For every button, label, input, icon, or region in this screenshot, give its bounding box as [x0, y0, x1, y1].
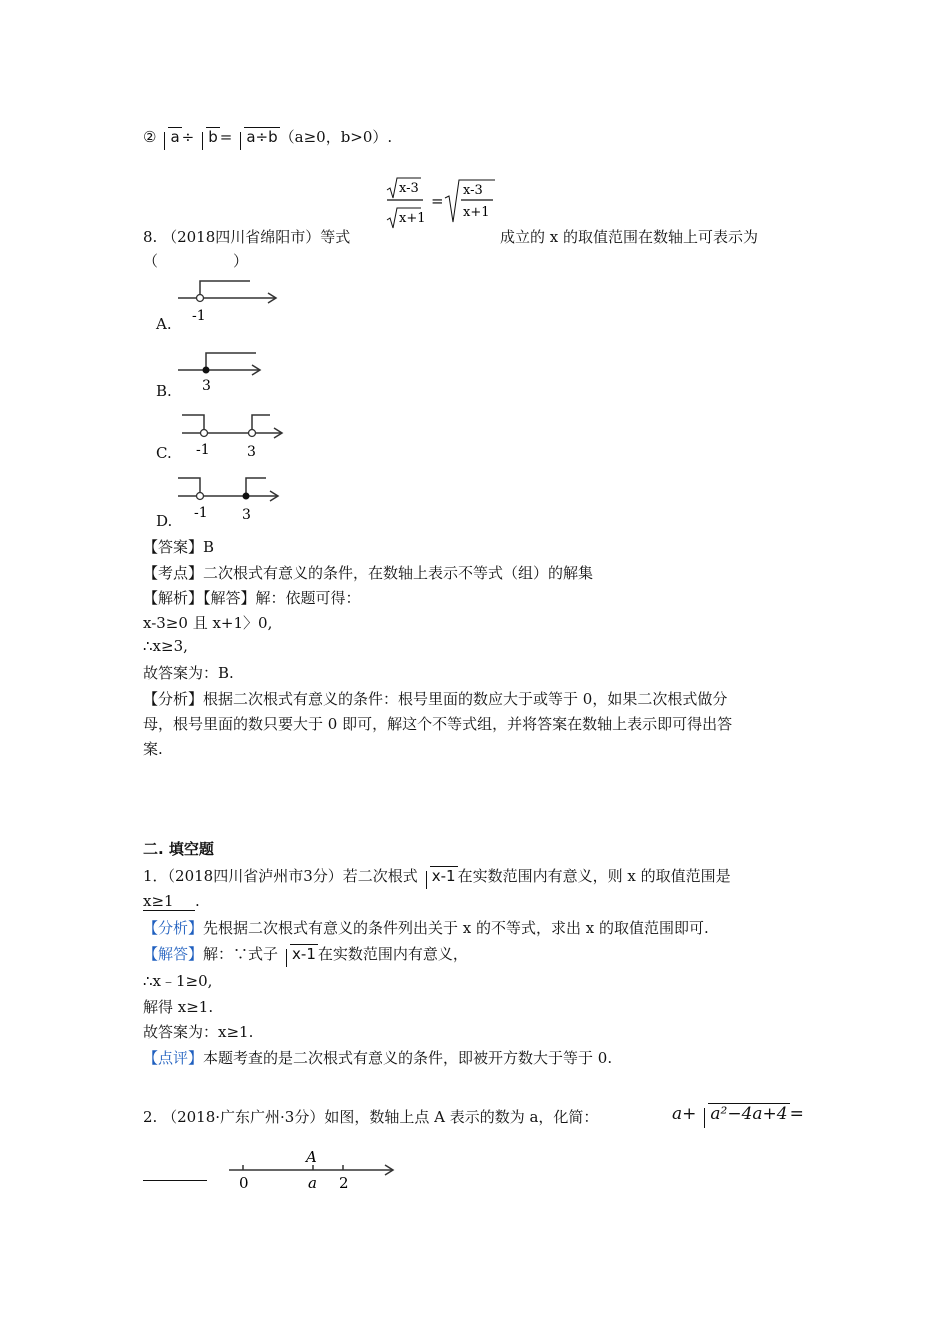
condition: （a≥0，b>0）.	[279, 128, 393, 146]
section-heading: 二. 填空题	[143, 840, 214, 858]
sqrt-a: a	[156, 128, 181, 146]
sol-line-1: x-3≥0 且 x+1〉0,	[143, 614, 273, 632]
q8-stem-tail: 成立的 x 的取值范围在数轴上可表示为	[500, 228, 758, 246]
option-c-label: C.	[156, 444, 172, 462]
eq-sign: =	[219, 128, 233, 146]
expr-a: a+	[672, 1104, 697, 1124]
f2-stem: 2. （2018·广东广州·3分）如图，数轴上点 A 表示的数为 a，化简：	[143, 1108, 599, 1126]
tick-neg1: -1	[194, 505, 208, 521]
f1-fenxi	[143, 917, 709, 938]
prev-formula	[143, 126, 392, 147]
f2-expression	[672, 1104, 804, 1124]
div-sign: ÷	[181, 128, 195, 146]
f1-dianping	[143, 1047, 612, 1068]
jieda-b: 在实数范围内有意义，	[317, 945, 468, 963]
expr-sqrt: a²−4a+4	[696, 1104, 789, 1124]
label-A: A	[306, 1148, 317, 1166]
option-a-label: A.	[156, 315, 172, 333]
f1-answer-line	[143, 892, 200, 911]
q8-equation	[383, 176, 503, 246]
tick-neg1: -1	[192, 308, 206, 324]
lhs-num: x-3	[399, 181, 419, 196]
fenxi-3: 案.	[143, 740, 163, 758]
label-2: 2	[339, 1174, 349, 1192]
sqrt-adivb: a÷b	[232, 128, 279, 146]
jiexi: 【解析】【解答】解：依题可得：	[143, 589, 361, 607]
fenxi-2: 母，根号里面的数只要大于 0 即可，解这个不等式组，并将答案在数轴上表示即可得出答	[143, 715, 733, 733]
fenxi-tag: 【分析】	[143, 919, 204, 937]
option-b-label: B.	[156, 382, 172, 400]
option-a-number-line	[170, 276, 290, 326]
label-0: 0	[239, 1174, 249, 1192]
f2-blank	[143, 1180, 207, 1181]
sol-line-2: ∴x≥3,	[143, 637, 188, 655]
jieda-sqrt: x-1	[278, 945, 318, 963]
f1-period: .	[195, 892, 200, 910]
rhs-num: x-3	[463, 183, 483, 198]
fenxi-text: 先根据二次根式有意义的条件列出关于 x 的不等式，求出 x 的取值范围即可.	[203, 919, 709, 937]
expr-eq: =	[789, 1104, 804, 1124]
dianping-tag: 【点评】	[143, 1049, 204, 1067]
answer: 【答案】B	[143, 538, 215, 556]
option-c-number-line	[170, 405, 300, 461]
tick-3: 3	[242, 507, 251, 523]
tick-3: 3	[202, 378, 211, 394]
f1-sqrt: x-1	[418, 867, 458, 885]
lhs-den: x+1	[399, 211, 426, 226]
option-d-number-line	[170, 470, 300, 526]
sol-line-3: 故答案为：B.	[143, 664, 234, 682]
f2-number-line	[225, 1148, 405, 1194]
jieda-tag: 【解答】	[143, 945, 204, 963]
f1-jieda	[143, 943, 468, 964]
f1-stem	[143, 865, 731, 886]
eq: =	[431, 192, 444, 210]
label-a: a	[308, 1174, 317, 1192]
jieda-a: 解：∵式子	[203, 945, 279, 963]
f1-l2: 解得 x≥1.	[143, 998, 214, 1016]
option-d-label: D.	[156, 512, 173, 530]
q8-stem: 8. （2018四川省绵阳市）等式	[143, 228, 351, 246]
prefix: ②	[143, 128, 157, 146]
dianping-text: 本题考查的是二次根式有意义的条件，即被开方数大于等于 0.	[203, 1049, 613, 1067]
rhs-den: x+1	[463, 205, 490, 220]
sqrt-b: b	[194, 128, 220, 146]
f1-stem-a: 1．（2018四川省泸州市3分）若二次根式	[143, 867, 418, 885]
option-b-number-line	[170, 346, 290, 396]
fenxi-1: 【分析】根据二次根式有意义的条件：根号里面的数应大于或等于 0，如果二次根式做分	[143, 690, 728, 708]
tick-neg1: -1	[196, 442, 210, 458]
f1-answer: x≥1	[143, 892, 195, 911]
kaodian: 【考点】二次根式有意义的条件，在数轴上表示不等式（组）的解集	[143, 564, 594, 582]
f1-l3: 故答案为：x≥1.	[143, 1023, 254, 1041]
q8-paren: （ ）	[143, 252, 249, 270]
f1-l1: ∴x﹣1≥0,	[143, 972, 213, 990]
tick-3: 3	[247, 444, 256, 460]
f1-stem-b: 在实数范围内有意义，则 x 的取值范围是	[457, 867, 731, 885]
